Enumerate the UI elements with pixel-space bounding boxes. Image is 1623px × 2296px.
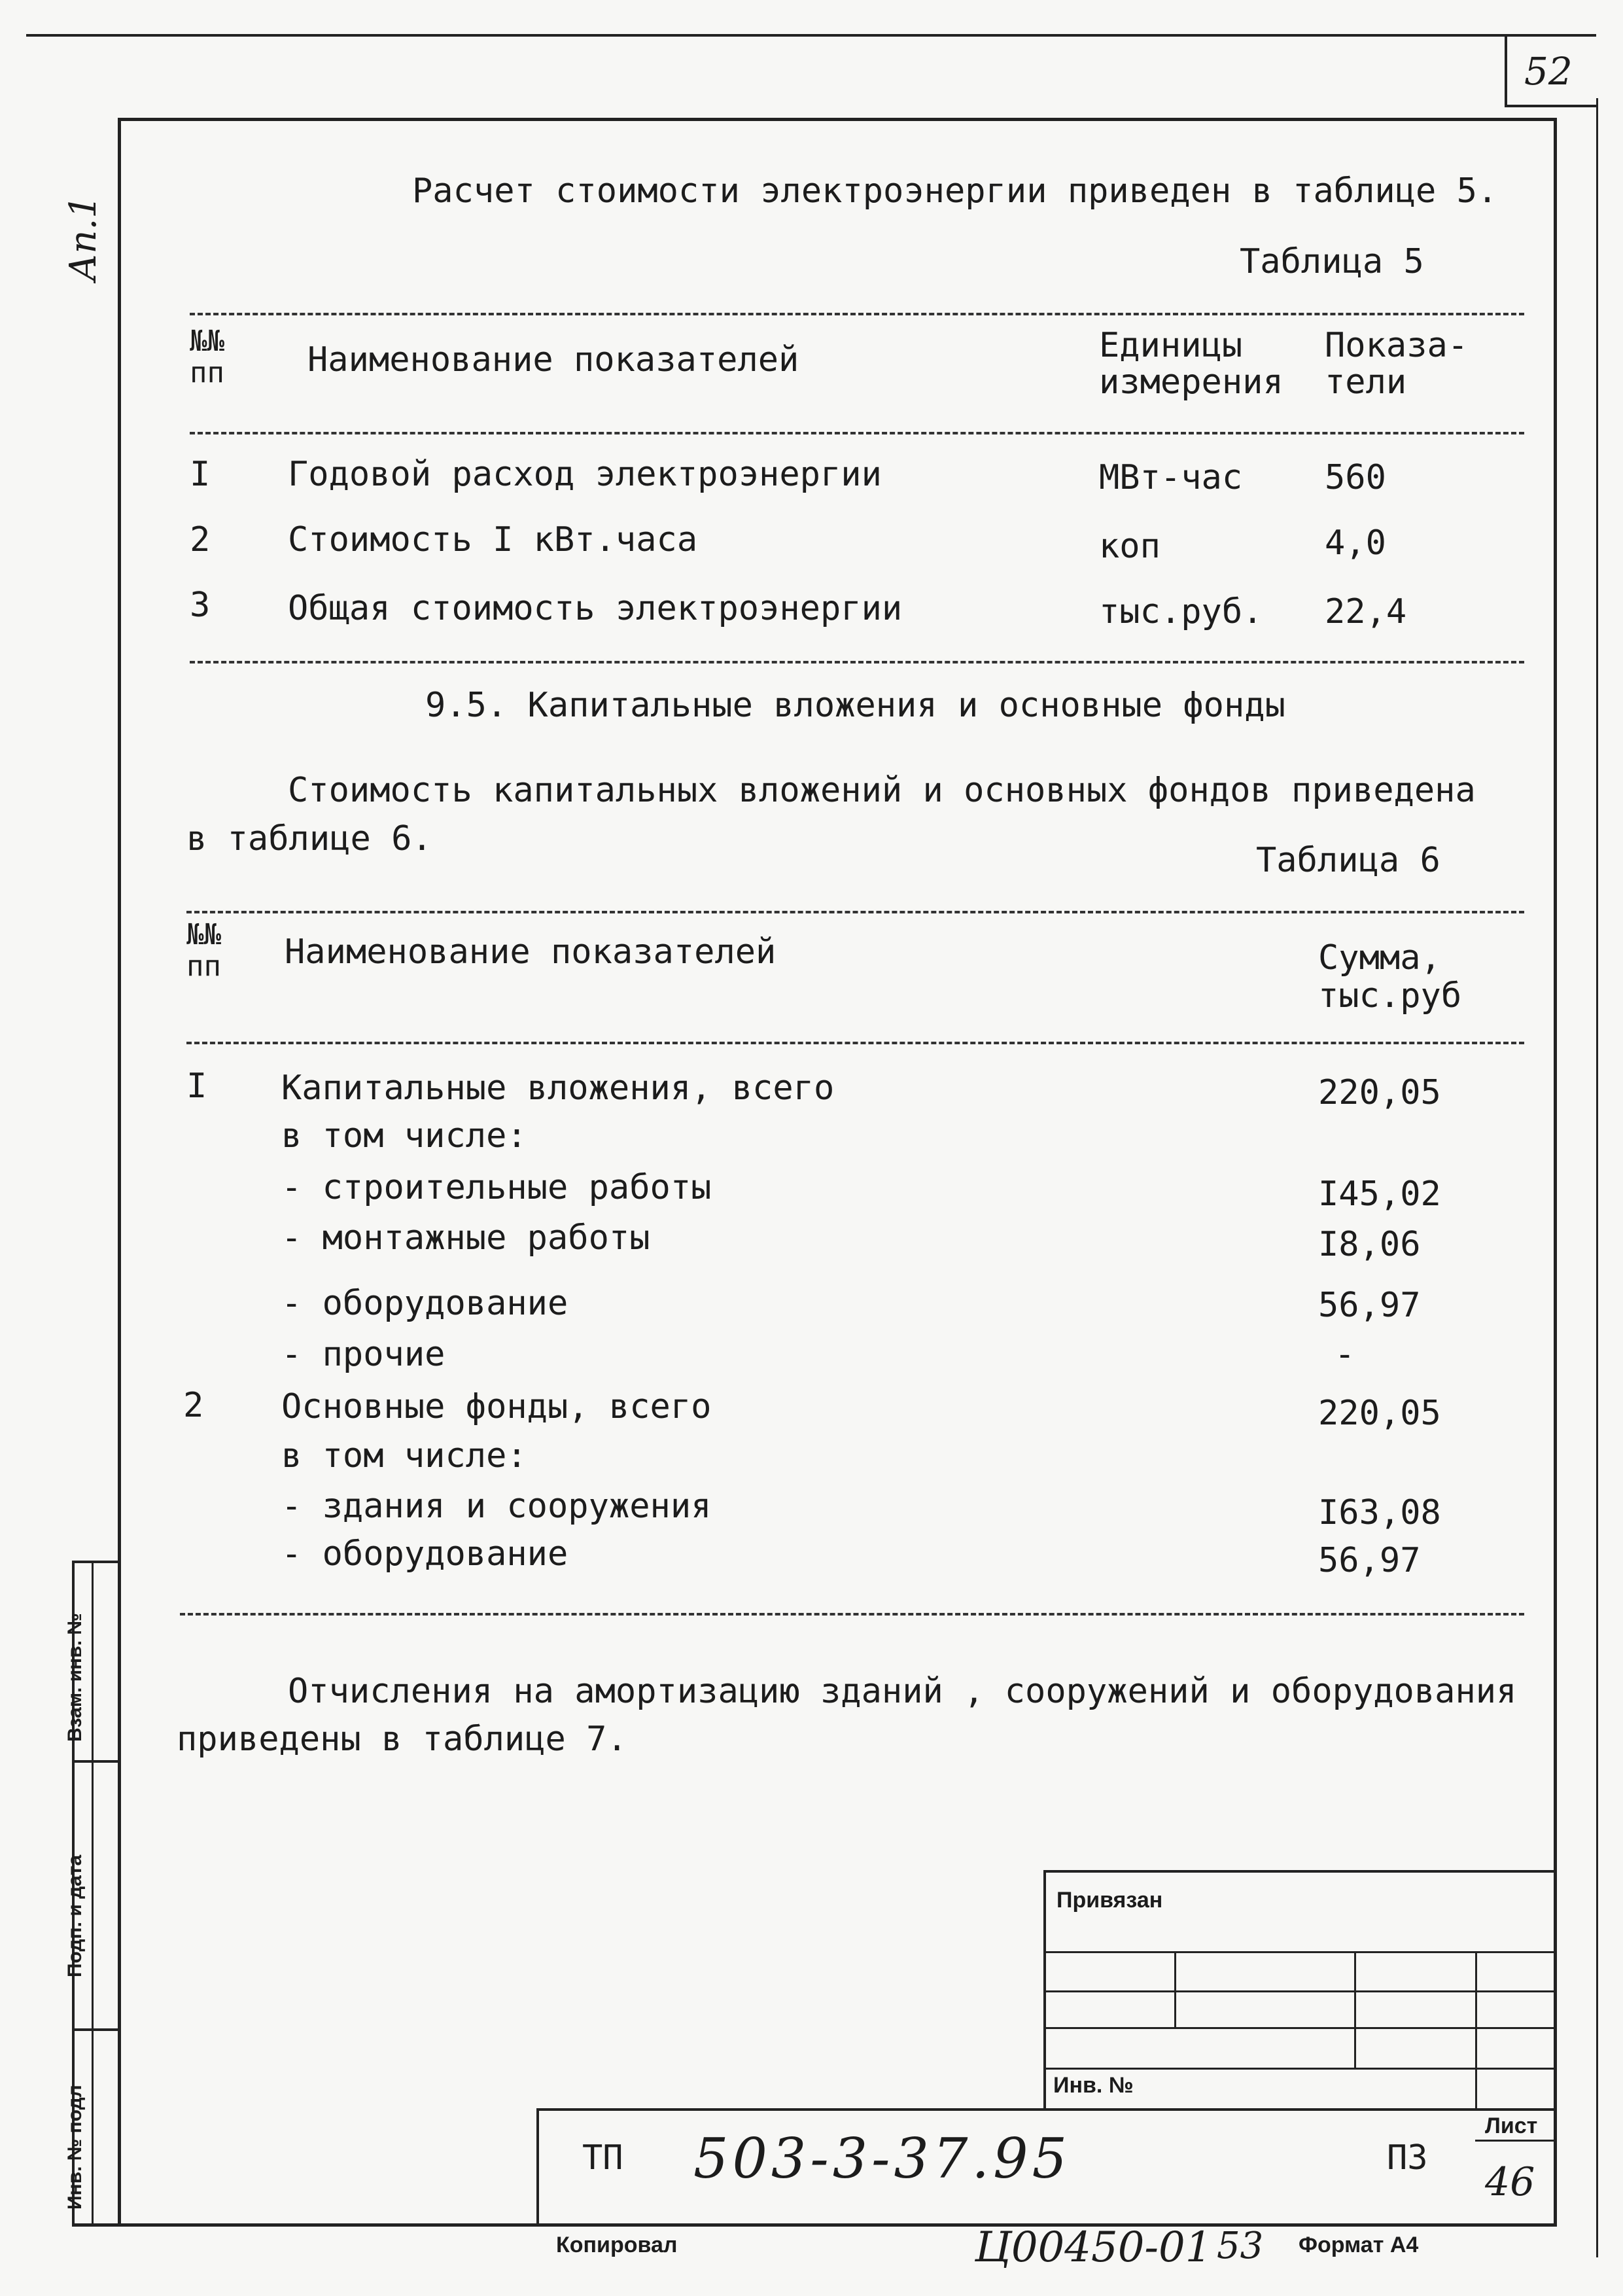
footer-copied: Копировал [556,2233,678,2257]
stamp-sheet-label: Лист [1485,2113,1538,2138]
margin-note: Ап.1 [62,195,105,281]
table5-col-name: Наименование показателей [307,340,799,380]
table5-caption: Таблица 5 [1240,242,1424,281]
intro5-text: Расчет стоимости электроэнергии приведен в таблице 5. [412,171,1498,211]
stamp-privyazan: Привязан [1056,1888,1163,1913]
side-strip-col [92,1561,94,2227]
intro6-line1: Стоимость капитальных вложений и основных фондов приведена [288,771,1476,810]
table5-col-unit: Единицы измерения [1099,326,1283,402]
table6-col-sum: Сумма, тыс.руб [1318,938,1462,1016]
top-rule [26,34,1596,37]
stamp-grid-v1 [1174,1951,1176,2028]
table6-col-name: Наименование показателей [285,932,777,972]
table6-caption: Таблица 6 [1256,841,1440,880]
stamp-doc-number: 503-3-37.95 [693,2127,1072,2191]
stamp-grid-h2 [1043,1990,1557,1992]
side-label-inv: Инв. № подл [64,2085,86,2210]
side-label-vzam: Взам. инв. № [64,1613,86,1742]
side-strip-div1 [72,1760,119,1763]
footer-archive-code: Ц00450-01 [975,2223,1212,2272]
stamp-main-top [536,2108,1557,2111]
table5-header-rule [190,432,1524,434]
frame-right [1554,118,1557,2225]
stamp-main-left [536,2108,539,2226]
frame-left [118,118,121,2225]
page-number-box-bottom [1505,105,1596,107]
table5-bottom-rule [190,661,1524,663]
outro-line2: приведены в таблице 7. [177,1720,627,1759]
stamp-grid-h1 [1043,1951,1557,1953]
stamp-sheet-number: 46 [1485,2159,1535,2205]
table6-bottom-rule [180,1613,1524,1616]
stamp-doc-type: ПЗ [1387,2138,1428,2178]
stamp-sheet-divider [1475,2140,1557,2142]
table5-col-value: Показа- тели [1325,326,1469,402]
stamp-upper-top [1043,1870,1557,1873]
stamp-grid-h4 [1043,2068,1557,2070]
stamp-grid-v3 [1475,1951,1477,2108]
footer-archive-sheet: 53 [1217,2225,1264,2267]
outro-line1: Отчисления на амортизацию зданий , сооружений и оборудования [288,1672,1517,1711]
frame-top [118,118,1557,121]
footer-format: Формат А4 [1299,2233,1419,2257]
section-title: 9.5. Капитальные вложения и основные фонды [425,686,1285,725]
page-number: 52 [1524,49,1573,94]
stamp-grid-h3 [1043,2027,1557,2029]
table5-top-rule [190,313,1524,315]
side-strip-top [72,1561,119,1563]
table6-top-rule [186,911,1524,913]
outer-right [1596,98,1598,2257]
table6-col-num: №№ пп [186,918,221,983]
stamp-doc-code: ТП [582,2138,623,2178]
stamp-inv-no: Инв. № [1053,2073,1134,2098]
stamp-grid-v2 [1354,1951,1356,2069]
frame-bottom [72,2223,1557,2227]
side-label-podp: Подп. и дата [64,1854,86,1977]
side-strip-div2 [72,2028,119,2031]
intro6-line2: в таблице 6. [186,819,432,858]
page-number-box-left [1505,34,1507,106]
table5-col-num: №№ пп [190,325,224,389]
table6-header-rule [186,1042,1524,1044]
stamp-upper-left [1043,1870,1046,2109]
